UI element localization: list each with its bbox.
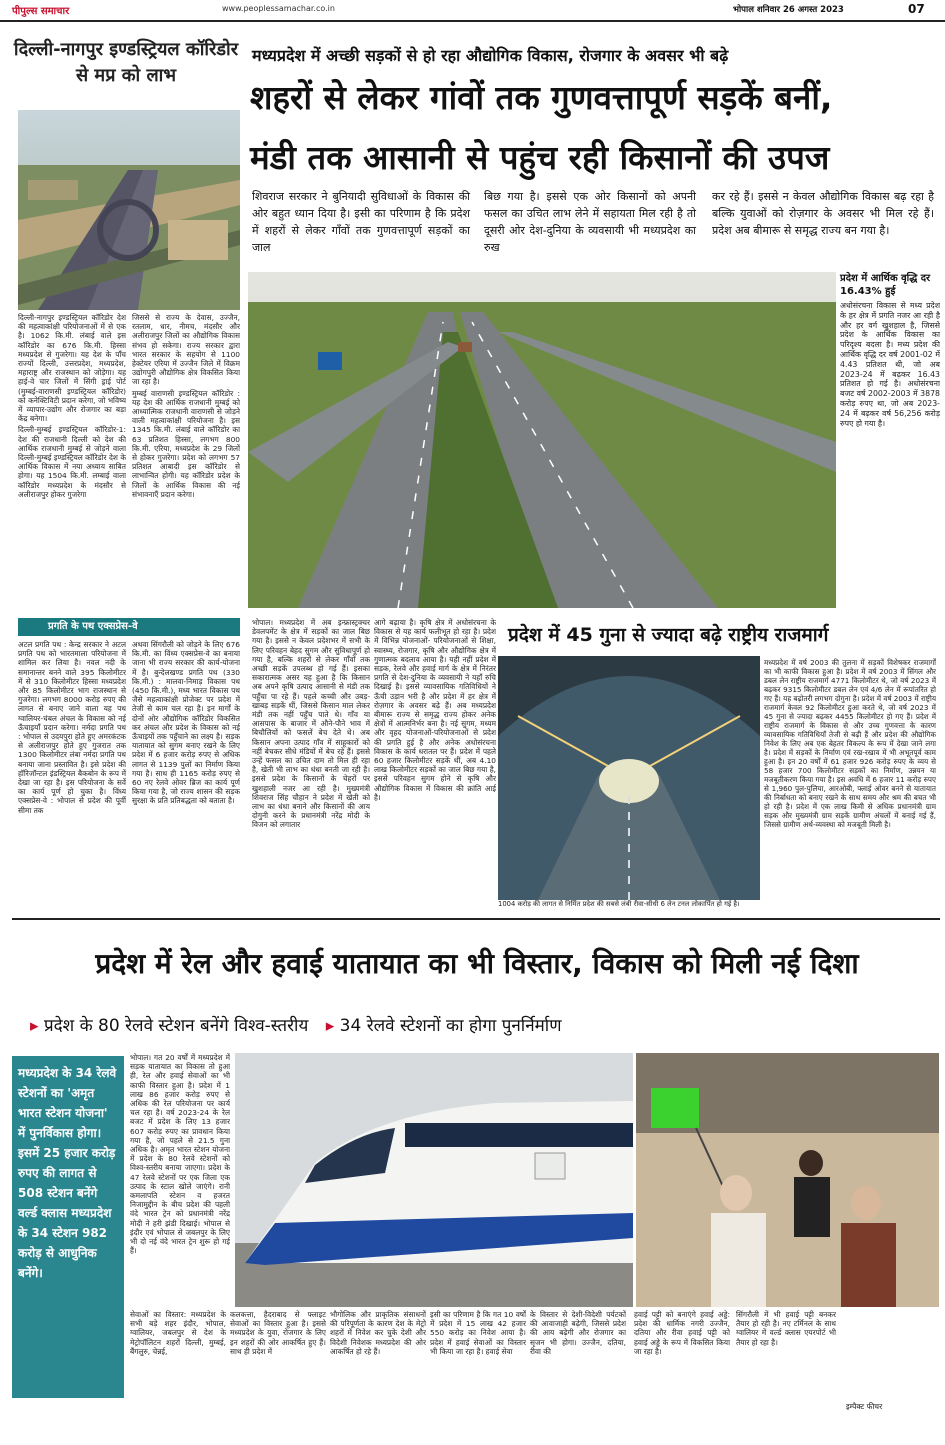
corridor-para: जिससे से राज्य के देवास, उज्जैन, रतलाम, धार, नीमच, मंदसौर और अलीराजपुर जिलों का औद्योगिक विकास संभव हो सकेगा। राज्य सरकार द्वारा भारत सरकार के सहयोग से 1100 हेक्टेयर एरिया में उज्जैन जिले में विक्रम उद्योगपुरी औद्योगिक क्षेत्र विकसित किया जा रहा है। [132,313,240,387]
rail-divider [12,918,940,920]
arrow-icon: ▸ [30,1016,44,1036]
rail-bottom-6: हवाई पट्टी को बनाएंगे हवाई अड्डे: प्रदेश की धार्मिक नगरी उज्जैन, दतिया और रीवा हवाई पट्टी को हवाई अड्डे के रूप में विकसित किया जा रहा है। [634,1310,730,1356]
growth-box [840,272,940,608]
corridor-para: मुम्बई वाराणसी इण्डस्ट्रियल कॉरिडोर : यह देश की आर्थिक राजधानी मुम्बई को आध्यात्मिक राजधानी वाराणसी से जोड़ने वाली महत्वाकांक्षी परियोजना है। इस 1345 कि.मी. लंबाई वाले कॉरिडोर का 63 प्रतिशत हिस्सा, लगभग 800 कि.मी. एरिया, मध्यप्रदेश के 29 जिलों से होकर गुजरेगा। प्रदेश को लगभग 57 प्रतिशत आबादी इस कॉरिडोर से लाभान्वित होगी। यह कॉरिडोर प्रदेश के जिलों के आर्थिक विकास की नई संभावनाएँ प्रदान करेगा। [132,388,240,499]
corridor-title: दिल्ली-नागपुर इण्डस्ट्रियल कॉरिडोर से मप्र को लाभ [13,39,239,86]
headline-line-1: शहरों से लेकर गांवों तक गुणवत्तापूर्ण सड़कें बनीं, [250,78,833,117]
corridor-aerial-photo [18,110,240,310]
corridor-title-box [12,37,240,107]
mid-col-1: भोपाल। मध्यप्रदेश में अब इन्फ्रास्ट्रक्चर डेवलपमेंट के क्षेत्र में सड़कों का जाल बिछ गया है। इससे न केवल प्रदेशभर में सभी के लिए परिवहन बेहद सुगम और सुविधापूर्ण हो गया है, बल्कि शहरों से लेकर गाँवों तक अच्छी सड़कें उपलब्ध हो गई हैं। इसका सकारात्मक असर यह हुआ है कि किसान अब अपने कृषि उत्पाद आसानी से मंडी तक पहुँचा पा रहे हैं। पहले कच्ची और उबड़-खाबड़ सड़कें थीं, जिससे किसान माल लेकर मंडी तक नहीं पहुँच पाते थे। गाँव या आसपास के बाजार में औने-पौने भाव में बिचौलियों को फसलें बेच देते थे। अब किसान अपना उत्पाद गाँव में साहूकारों को नहीं बेचकर सीधे मंडियों में बेच रहे हैं। इससे उन्हें फसल का उचित दाम तो मिल ही रहा है, खेती भी लाभ का धंधा बनती जा रही है। इससे प्रदेश के किसानों के चेहरों पर खुशहाली नजर आ रही है। मुख्यमंत्री शिवराज सिंह चौहान ने प्रदेश में खेती को लाभ का धंधा बनाने और किसानों की आय दोगुनी करने के प्रधानमंत्री नरेंद्र मोदी के विजन को लगातार [252,618,370,830]
growth-body: अधोसंरचना विकास से मध्य प्रदेश के हर क्षेत्र में प्रगति नजर आ रही है और हर वर्ग खुशहाल है, जिससे प्रदेश के आर्थिक विकास का परिदृश्य बदला है। मध्य प्रदेश की आर्थिक वृद्धि दर वर्ष 2001-02 में 4.43 प्रतिशत थी, जो अब 2023-24 में बढ़कर 16.43 प्रतिशत हो गई है। अधोसंरचना बजट वर्ष 2002-2003 में 3878 करोड़ रुपए था, जो अब 2023-24 में बढ़कर वर्ष 56,256 करोड़ रुपए हो गया है। [840,301,940,428]
highway-body: मध्यप्रदेश में वर्ष 2003 की तुलना में सड़कों विशेषकर राजमार्गों का भी काफी विकास हुआ है। प्रदेश में वर्ष 2003 में सिंगल और डबल लेन राष्ट्रीय राजमार्ग 4771 किलोमीटर थे, जो वर्ष 2023 में बढ़कर 9315 किलोमीटर डबल लेन एवं 4/6 लेन में रूपांतरित हो गए हैं। यह बढ़ोतरी लगभग दोगुना है। प्रदेश में वर्ष 2003 में राष्ट्रीय राजमार्ग केवल 92 किलोमीटर हुआ करते थे, जो वर्ष 2023 में 45 गुना से ज्यादा बढ़कर 4455 किलोमीटर हो गए हैं। प्रदेश में राष्ट्रीय राजमार्ग के विकास से और उच्च गुणवत्ता के कारण व्यावसायिक गतिविधियाँ तेजी से बढ़ी हैं और प्रदेश की औद्योगिक निवेश के लिए अब एक बेहतर विकल्प के रूप में देखा जाने लगा है। प्रदेश में सड़कों के निर्माण एवं रख-रखाव में भी अभूतपूर्व काम हुआ है। इन 20 वर्षों में 61 हजार 926 करोड़ रुपए के व्यय से 58 हजार 700 किलोमीटर सड़कों का निर्माण, उन्नयन या मजबूतीकरण किया गया है। इस अवधि में 6 हजार 11 करोड़ रुपए से 1,960 पुल-पुलिया, आरओबी, फ्लाई ओवर बनने से यातायात की निर्बाधता को बनाए रखने के साथ समय और श्रम की बचत भी हो रही है। प्रदेश में एक लाख किमी से अधिक प्रधानमंत्री ग्राम सड़क और मुख्यमंत्री ग्राम सड़कें ग्रामीण अंचलों में बनाई गई हैं, जिससे ग्रामीण अर्थ-व्यवस्था को मजबूती मिली है। [764,658,936,829]
rail-side-text: मध्यप्रदेश के 34 रेलवे स्टेशनों का 'अमृत भारत स्टेशन योजना' में पुनर्विकास होगा। इसमें 25 हजार करोड़ रुपए की लागत से 508 स्टेशन बनेंगे वर्ल्ड क्लास मध्यप्रदेश के 34 स्टेशन 982 करोड़ से आधुनिक बनेंगे। [18,1066,117,1280]
rail-col-1: भोपाल। गत 20 वर्षों में मध्यप्रदेश में सड़क यातायात का विकास तो हुआ ही, रेल और हवाई सेवाओं का भी काफी विस्तार हुआ है। प्रदेश में 1 लाख 86 हजार करोड़ रुपए से अधिक की रेल परियोजना पर कार्य चल रहा है। वर्ष 2023-24 के रेल बजट में प्रदेश के लिए 13 हजार 607 करोड़ रुपए का प्रावधान किया गया है, जो पहले से 21.5 गुना अधिक है। अमृत भारत स्टेशन योजना में प्रदेश के 80 रेलवे स्टेशनों को विश्व-स्तरीय बनाया जाएगा। प्रदेश के 47 रेलवे स्टेशनों पर एक जिला एक उत्पाद के स्टाल खोले जाएंगे। रानी कमलापति स्टेशन व हजरत निजामुद्दीन के बीच प्रदेश की पहली वंदे भारत ट्रेन को प्रधानमंत्री नरेंद्र मोदी ने हरी झंडी दिखाई। भोपाल से इंदौर एवं भोपाल से जबलपुर के लिए भी दो नई वंदे भारत ट्रेन शुरू हो गई हैं। [130,1053,230,1256]
arrow-icon: ▸ [325,1016,340,1036]
intro-col-1: शिवराज सरकार ने बुनियादी सुविधाओं के विकास की ओर बहुत ध्यान दिया है। इसी का परिणाम है कि प्रदेश में शहरों से लेकर गाँवों तक गुणवत्तापूर्ण सड़कों का जाल [252,190,470,254]
rail-bottom-4: इसी का परिणाम है कि गत 10 वर्षों में प्रदेश में 15 लाख 42 हजार 550 करोड़ का निवेश आया है। प्रदेश में हवाई सेवाओं का विस्तार भी किया जा रहा है। हवाई सेवा [430,1310,526,1356]
highway-title: प्रदेश में 45 गुना से ज्यादा बढ़े राष्ट्रीय राजमार्ग [508,624,829,646]
rail-bottom-7: सिंगरौली में भी हवाई पट्टी बनकर तैयार हो रही है। नए टर्मिनल के साथ ग्वालियर में वर्ल्ड क्लास एयरपोर्ट भी तैयार हो रहा है। [736,1310,836,1347]
masthead [0,0,945,22]
growth-title: प्रदेश में आर्थिक वृद्धि दर 16.43% हुई [840,273,931,297]
page-number: 07 [908,2,925,16]
rail-sub-2: 34 रेलवे स्टेशनों का होगा पुनर्निर्माण [339,1016,562,1036]
express-col-1: अटल प्रगति पथ : केन्द्र सरकार ने अटल प्रगति पथ को भारतमाला परियोजना में शामिल कर लिया है। नवल नदी के समानान्तर बनने वाले 395 किलोमीटर में से 310 किलोमीटर हिस्सा मध्यप्रदेश और 85 किलोमीटर भाग राजस्थान से गुजरेगा। लगभग 8000 करोड़ रुपए की लागत से बनाए जाने वाला यह पथ ग्वालियर-चंबल अंचल के विकास को नई ऊँचाइयाँ प्रदान करेगा। नर्मदा प्रगति पथ : भोपाल से उदयपुरा होते हुए अमरकंटक से अलीराजपुर होते हुए गुजरात तक 1300 किलोमीटर लंबा नर्मदा प्रगति पथ बनाया जाना प्रस्तावित है। इसे प्रदेश की हॉरिजॉन्टल इंडस्ट्रियल बैकबोन के रूप में देखा जा रहा है। इस परियोजना के सर्वे का कार्य पूर्ण हो चुका है। विंध्य एक्सप्रेस-वे : भोपाल से प्रदेश की पूर्वी सीमा तक [18,640,126,815]
intro-col-3: कर रहे हैं। इससे न केवल औद्योगिक विकास बढ़ रहा है बल्कि युवाओं को रोज़गार के अवसर भी मिल रहे हैं। प्रदेश अब बीमारू से समृद्ध राज्य बन गया है। [712,190,934,237]
express-title: प्रगति के पथ एक्सप्रेस-वे [48,621,138,632]
site-url: www.peoplessamachar.co.in [222,4,335,13]
logo: पीपुल्स समाचार [12,6,70,17]
rail-bottom-5: के विस्तार से देशी-विदेशी पर्यटकों की आवाजाही बढ़ेगी, जिससे प्रदेश की आय बढ़ेगी और रोजगार का सृजन भी होगा। उज्जैन, दतिया, रीवा की [530,1310,626,1356]
highway-photo [248,272,836,608]
rail-subheads [30,1014,930,1038]
rail-sub-1: प्रदेश के 80 रेलवे स्टेशन बनेंगे विश्व-स्तरीय [43,1016,309,1036]
rail-bottom-1: सेवाओं का विस्तार: मध्यप्रदेश के सभी बड़े शहर इंदौर, भोपाल, ग्वालियर, जबलपुर से देश के मेट्रोपॉलिटन शहरों दिल्ली, मुम्बई, बैंगलुरु, चेन्नई, [130,1310,226,1356]
mid-col-2: आगे बढ़ाया है। कृषि क्षेत्र में अधोसंरचना के विकास से यह कार्य फलीभूत हो रहा है। प्रदेश में विभिन्न योजनाओं- परियोजनाओं से शिक्षा, स्वास्थ्य, रोजगार, कृषि और औद्योगिक क्षेत्र में गुणात्मक बदलाव आया है। यही नहीं प्रदेश में सड़क, रेलवे और हवाई मार्ग के क्षेत्र में निरंतर प्रगति से देश-दुनिया के व्यवसायी ने यहाँ रुचि दिखाई है। इससे व्यावसायिक गतिविधियों ने ऊँची उड़ान भरी है और प्रदेश में हर क्षेत्र में रोज़गार के अवसर बढ़े हैं। अब मध्यप्रदेश बीमारू राज्य से समृद्ध राज्य होकर अनेक क्षेत्रों में आत्मनिर्भर बना है। नई सुगम, मध्यम और वृहद योजनाओं-परियोजनाओं से प्रदेश की प्रगति हुई है और अनेक अधोसंरचना विकास के कार्य धरातल पर हैं। प्रदेश में पहले 60 हजार किलोमीटर सड़कें थीं, अब 4.10 लाख किलोमीटर सड़कों का जाल बिछ गया है, इससे परिवहन सुगम होने से कृषि और औद्योगिक विकास में विकास की क्रांति आई है। [374,618,496,802]
flagoff-photo [636,1053,939,1307]
tunnel-caption: 1004 करोड़ की लागत से निर्मित प्रदेश की सबसे लंबी रीवा-सीधी 6 लेन टनल लोकार्पित हो गई है। [498,900,740,908]
corridor-col-2 [132,313,240,613]
headline-line-2: मंडी तक आसानी से पहुंच रही किसानों की उपज [250,138,830,177]
corridor-col-1 [18,313,126,613]
rail-side-box [12,1056,124,1398]
train-photo [235,1053,633,1307]
express-title-bar [18,618,240,636]
corridor-para: दिल्ली-मुम्बई इण्डस्ट्रियल कॉरिडोर-1: देश की राजधानी दिल्ली को देश की आर्थिक राजधानी मुम्बई से जोड़ने वाला दिल्ली-मुम्बई इण्डस्ट्रियल कॉरिडोर देश के आर्थिक विकास में नया अध्याय साबित होगा। यह 1504 कि.मी. लम्बाई वाला कॉरिडोर मध्यप्रदेश के मंदसौर से अलीराजपुर होकर गुजरेगा [18,425,126,499]
rail-bottom-3: भौगोलिक और प्राकृतिक संसाधनों की परिपूर्णता के कारण देश के मेट्रो शहरों में निवेश कर चुके देशी और विदेशी निवेशक मध्यप्रदेश की ओर आकर्षित हो रहे हैं। [330,1310,426,1356]
kicker: मध्यप्रदेश में अच्छी सड़कों से हो रहा औद्योगिक विकास, रोजगार के अवसर भी बढ़े [252,46,729,65]
corridor-para: दिल्ली-नागपुर इण्डस्ट्रियल कॉरिडोर देश की महत्वाकांक्षी परियोजनाओं में से एक है। 1062 कि.मी. लंबाई वाले इस कॉरिडोर का 676 कि.मी. हिस्सा मध्यप्रदेश से गुजरेगा। यह देश के पाँच राज्यों दिल्ली, उत्तरप्रदेश, मध्यप्रदेश, महाराष्ट्र और राजस्थान को जोड़ेगा। यह हाई-वे चार जिलों में सिंगी ड्राई पोर्ट (मुम्बई-वाराणसी इण्डस्ट्रियल कॉरिडोर) को कनेक्टिविटी प्रदान करेगा, जो भविष्य में व्यापार-उद्योग और रोजगार का बड़ा केंद्र बनेगा। [18,313,126,424]
express-col-2: अथवा सिंगरौली को जोड़ने के लिए 676 कि.मी. का विंध्य एक्सप्रेस-वे का बनाया जाना भी राज्य सरकार की कार्य-योजना में है। बुन्देलखण्ड प्रगति पथ (330 कि.मी.) : मालवा-निमाड़ विकास पथ (450 कि.मी.), मध्य भारत विकास पथ जैसे महत्वाकांक्षी प्रोजेक्ट पर प्रदेश में तेजी से काम चल रहा है। इन मार्गों के दोनों ओर औद्योगिक कॉरिडोर विकसित कर अंचल और प्रदेश के विकास को नई ऊँचाइयों तक पहुँचाने का लक्ष्य है। सड़क यातायात को सुगम बनाए रखने के लिए प्रदेश में 6 हजार करोड़ रुपए से अधिक लागत से 1139 पुलों का निर्माण किया गया है। साथ ही 1165 करोड़ रुपए से 60 नए रेलवे ओवर ब्रिज का कार्य पूर्ण किया गया है, जो राज्य शासन की सड़क सुरक्षा के प्रति प्रतिबद्धता को बताता है। [132,640,240,806]
dateline: भोपाल शनिवार 26 अगस्त 2023 [733,5,844,15]
tunnel-photo [498,656,760,900]
intro-col-2: बिछ गया है। इससे एक ओर किसानों को अपनी फसल का उचित लाभ लेने में सहायता मिल रही है तो दूसरी ओर देश-दुनिया के व्यवसायी भी मध्यप्रदेश का रुख [484,190,696,254]
rail-headline: प्रदेश में रेल और हवाई यातायात का भी विस्तार, विकास को मिली नई दिशा [95,947,859,980]
impact-feature-label: इम्पैक्ट फीचर [846,1402,883,1411]
rail-bottom-2: कलकत्ता, हैदराबाद से फ्लाइट सेवाओं का विस्तार हुआ है। इससे मध्यप्रदेश के युवा, रोजगार के लिए इन शहरों की ओर आकर्षित हुए हैं। साथ ही प्रदेश में [230,1310,326,1356]
